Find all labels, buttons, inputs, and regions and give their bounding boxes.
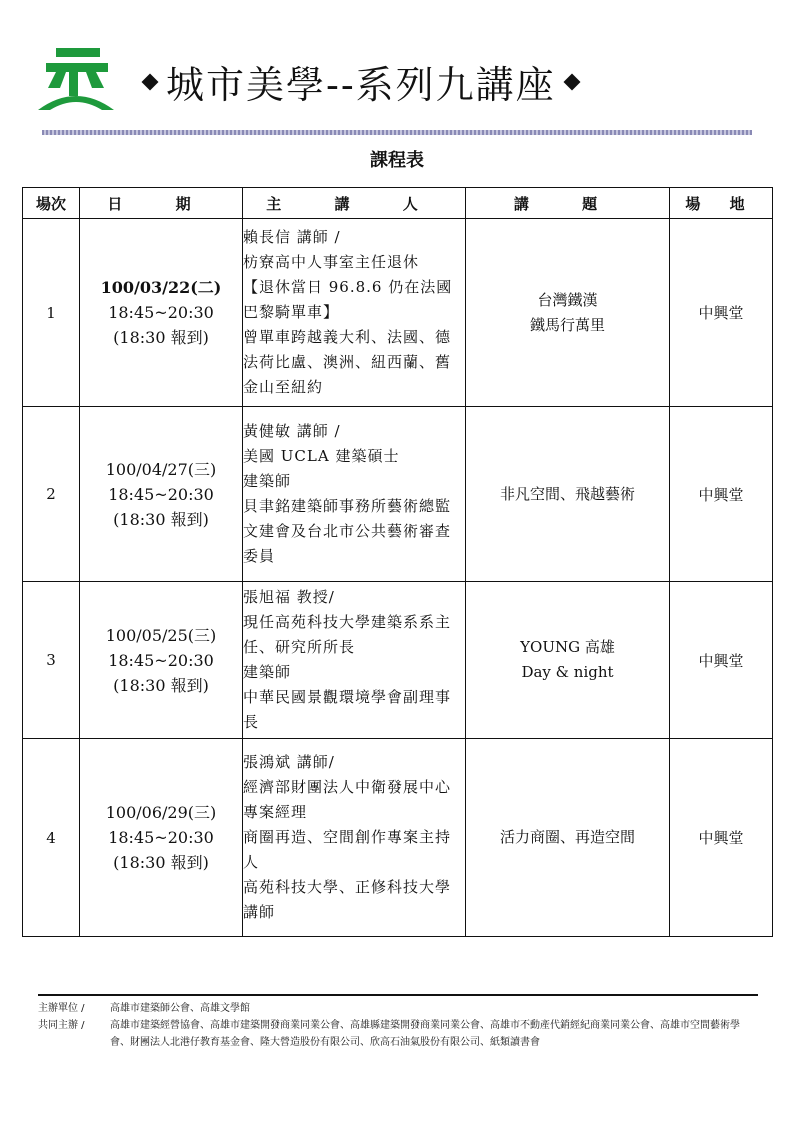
topic-line: 非凡空間、飛越藝術 (499, 484, 635, 503)
speaker-line: 現任高苑科技大學建築系系主任、研究所所長 (243, 613, 452, 656)
venue-cell: 中興堂 (670, 582, 773, 739)
topic-cell (466, 582, 670, 739)
co-organizer-text: 高雄市建築經營協會、高雄市建築開發商業同業公會、高雄縣建築開發商業同業公會、高雄市不動產代銷經紀商業同業公會、高雄市空間藝術學會、財團法人北港仔教育基金會、隆大營造股份有限公司、欣高石油氣股份有限公司、紙類讀書會 (110, 1020, 740, 1048)
session-date-cell (80, 739, 243, 937)
topic-cell (466, 407, 670, 582)
speaker-cell (243, 219, 466, 407)
venue-cell: 中興堂 (670, 407, 773, 582)
session-date: 100/03/22(二) (100, 278, 222, 297)
speaker-line: 枋寮高中人事室主任退休 (243, 253, 420, 271)
speaker-line: 經濟部財團法人中衛發展中心專案經理 (243, 778, 452, 821)
session-date-cell (80, 407, 243, 582)
co-organizer-row (38, 1017, 758, 1051)
footer-divider (38, 994, 758, 996)
speaker-line: 曾單車跨越義大利、法國、德法荷比盧、澳洲、紐西蘭、舊金山至紐約 (243, 328, 452, 396)
table-row (23, 219, 773, 407)
session-number: 2 (23, 407, 80, 582)
session-checkin: (18:30 報到) (113, 675, 209, 695)
table-header-row (23, 188, 773, 219)
session-number: 4 (23, 739, 80, 937)
speaker-line: 【退休當日 96.8.6 仍在法國巴黎騎單車】 (243, 278, 453, 321)
speaker-line: 黃健敏 講師 / (243, 422, 341, 440)
topic-line: 活力商圈、再造空間 (499, 828, 635, 846)
speaker-line: 文建會及台北市公共藝術審查委員 (243, 522, 452, 565)
schedule-heading: 課程表 (370, 150, 424, 171)
speaker-cell (243, 407, 466, 582)
table-row (23, 739, 773, 937)
topic-line: Day & night (521, 663, 614, 681)
organizer-text: 高雄市建築師公會、高雄文學館 (110, 1003, 250, 1014)
speaker-line: 張鴻斌 講師/ (243, 753, 335, 771)
topic-line: 台灣鐵漢 (537, 290, 598, 309)
header-topic: 講 題 (466, 188, 670, 219)
organizer-label: 主辦單位 / (38, 1003, 85, 1014)
title-divider (42, 130, 752, 135)
speaker-line: 商圈再造、空間創作專案主持人 (243, 828, 452, 871)
header-session: 場次 (23, 188, 80, 219)
speaker-line: 建築師 (243, 472, 292, 490)
diamond-bullet-icon (142, 73, 159, 90)
session-time: 18:45~20:30 (108, 828, 214, 847)
header (36, 44, 756, 114)
session-number: 3 (23, 582, 80, 739)
header-speaker: 主 講 人 (243, 188, 466, 219)
venue-cell: 中興堂 (670, 219, 773, 407)
speaker-cell (243, 739, 466, 937)
topic-cell (466, 739, 670, 937)
speaker-line: 美國 UCLA 建築碩士 (243, 447, 400, 465)
venue-cell: 中興堂 (670, 739, 773, 937)
header-venue: 場 地 (670, 188, 773, 219)
speaker-cell (243, 582, 466, 739)
organizer-row (38, 1000, 758, 1017)
table-row (23, 407, 773, 582)
session-checkin: (18:30 報到) (113, 328, 209, 347)
speaker-line: 中華民國景觀環境學會副理事長 (243, 688, 452, 731)
session-date: 100/06/29(三) (105, 803, 217, 822)
session-date: 100/04/27(三) (105, 459, 217, 479)
session-date-cell (80, 219, 243, 407)
speaker-line: 貝聿銘建築師事務所藝術總監 (243, 497, 452, 515)
topic-cell (466, 219, 670, 407)
title-row (134, 54, 588, 109)
topic-line: 鐵馬行萬里 (529, 315, 605, 334)
schedule-table (22, 187, 773, 937)
diamond-bullet-icon (563, 73, 580, 90)
speaker-line: 張旭福 教授/ (243, 588, 335, 606)
co-organizer-label: 共同主辦 / (38, 1020, 85, 1031)
session-time: 18:45~20:30 (108, 650, 214, 670)
footer (38, 1000, 758, 1051)
speaker-line: 高苑科技大學、正修科技大學講師 (243, 878, 452, 921)
session-checkin: (18:30 報到) (113, 509, 209, 529)
page-title: 城市美學--系列九講座 (166, 63, 556, 107)
association-logo-icon (36, 44, 116, 114)
topic-line: YOUNG 高雄 (520, 638, 615, 656)
session-checkin: (18:30 報到) (113, 853, 209, 872)
speaker-line: 賴長信 講師 / (243, 228, 341, 246)
header-date: 日 期 (80, 188, 243, 219)
session-time: 18:45~20:30 (108, 303, 214, 322)
session-date-cell (80, 582, 243, 739)
table-row (23, 582, 773, 739)
session-time: 18:45~20:30 (108, 484, 214, 504)
session-date: 100/05/25(三) (105, 625, 217, 645)
session-number: 1 (23, 219, 80, 407)
speaker-line: 建築師 (243, 663, 292, 681)
